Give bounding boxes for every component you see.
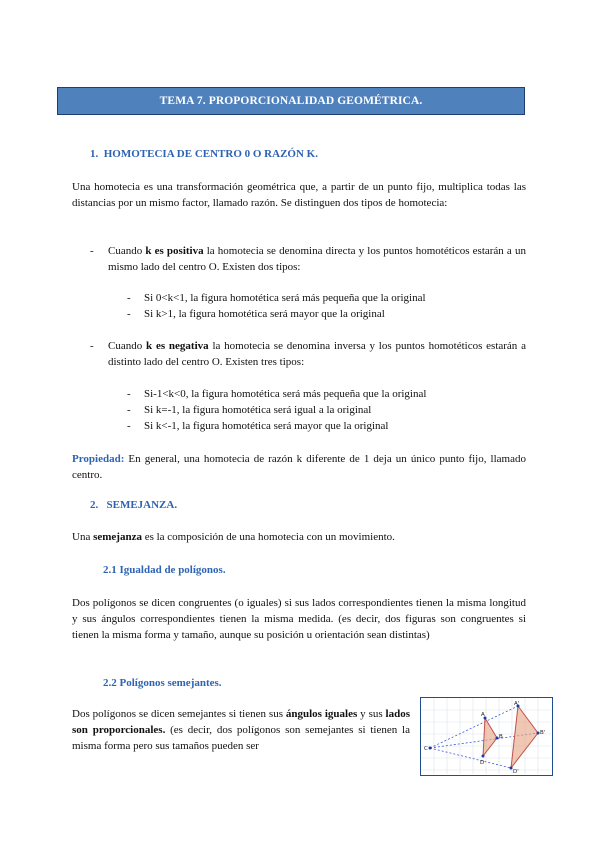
point-c <box>429 747 432 750</box>
bold-k-negativa: k es negativa <box>146 340 209 352</box>
label-d: D <box>480 760 485 766</box>
bullet-dash: - <box>90 340 94 352</box>
subsection-2-1-text: Dos polígonos se dicen congruentes (o iguales) si sus lados correspondientes tienen la misma longitud y sus ángulos correspondientes tienen la misma medida. (es decir, dos figuras son congruentes si tienen la misma forma y tamaño, aunque su posición u orientación sean distintas) <box>72 597 526 641</box>
section-1-heading <box>90 146 318 162</box>
sub-bullet-dash: - <box>127 404 131 416</box>
bold-semejanza: semejanza <box>93 531 142 543</box>
subsection-2-2-heading: 2.2 Polígonos semejantes. <box>103 677 222 689</box>
homothety-diagram <box>421 698 551 774</box>
section-2-intro: Una semejanza es la composición de una homotecia con un movimiento. <box>72 531 395 543</box>
section-2-heading <box>90 497 177 513</box>
label-c: C <box>424 746 428 752</box>
label-a-prime: A' <box>514 701 520 707</box>
sub-bullet-item: Si k=-1, la figura homotética será igual a la original <box>144 404 372 416</box>
bullet-negative-k: Cuando k es negativa la homotecia se denomina inversa y los puntos homotéticos estarán a distinto lado del centro O. Existen tres tipos: <box>108 340 526 368</box>
point-d <box>482 755 485 758</box>
page-title <box>57 87 525 115</box>
section-1-heading-text: HOMOTECIA DE CENTRO 0 O RAZÓN K. <box>103 148 318 160</box>
section-1-number: 1. <box>90 148 99 160</box>
property-paragraph: Propiedad: En general, una homotecia de razón k diferente de 1 deja un único punto fijo, llamado centro. <box>72 453 526 481</box>
sub-bullet-dash: - <box>127 308 131 320</box>
sub-bullet-item: Si k>1, la figura homotética será mayor que la original <box>144 308 385 320</box>
bold-angulos-iguales: ángulos iguales <box>285 708 358 720</box>
sub-bullet-item: Si-1<k<0, la figura homotética será más pequeña que la original <box>144 388 427 400</box>
bullet-positive-k: Cuando k es positiva la homotecia se denomina directa y los puntos homotéticos estarán a un mismo lado del centro O. Existen dos tipos: <box>108 245 526 273</box>
label-d-prime: D' <box>513 769 519 774</box>
sub-bullet-dash: - <box>127 292 131 304</box>
section-1-intro: Una homotecia es una transformación geométrica que, a partir de un punto fijo, multiplica todas las distancias por un mismo factor, llamado razón. Se distinguen dos tipos de homotecia: <box>72 181 526 209</box>
sub-bullet-item: Si 0<k<1, la figura homotética será más pequeña que la original <box>144 292 426 304</box>
property-label: Propiedad: <box>72 453 125 465</box>
bold-k-positiva: k es positiva <box>145 245 204 257</box>
sub-bullet-item: Si k<-1, la figura homotética será mayor que la original <box>144 420 389 432</box>
page-title-text: TEMA 7. PROPORCIONALIDAD GEOMÉTRICA. <box>159 95 423 107</box>
label-b-prime: B' <box>540 730 546 736</box>
subsection-2-1-heading: 2.1 Igualdad de polígonos. <box>103 564 226 576</box>
label-b: B <box>499 734 503 740</box>
label-a: A <box>481 712 485 718</box>
sub-bullet-dash: - <box>127 388 131 400</box>
homothety-figure <box>420 697 553 776</box>
section-2-heading-text: SEMEJANZA. <box>106 499 178 511</box>
bold-lados-proporcionales: lados son proporcionales. <box>72 708 411 736</box>
subsection-2-2-text: Dos polígonos se dicen semejantes si tienen sus ángulos iguales y sus lados son proporcionales. (es decir, dos polígonos son semejantes si tienen la misma forma pero sus tamaños pueden ser <box>72 708 411 752</box>
bullet-dash: - <box>90 245 94 257</box>
section-2-number: 2. <box>90 499 99 511</box>
sub-bullet-dash: - <box>127 420 131 432</box>
